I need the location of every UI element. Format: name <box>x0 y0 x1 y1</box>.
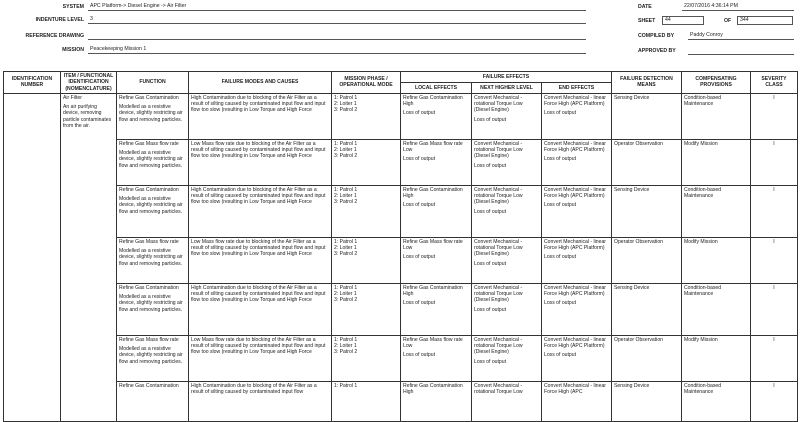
cell-compensating-provisions-text: Condition-based Maintenance <box>684 186 722 200</box>
col-compensating-provisions: COMPENSATING PROVISIONS <box>682 72 751 94</box>
cell-failure-mode <box>189 237 332 283</box>
cell-next-higher-level-text: Loss of output <box>474 306 507 313</box>
mission-phase-entry: 3: Patrol 2 <box>334 153 358 160</box>
cell-function-text: Refine Gas Mass flow rate <box>119 336 179 343</box>
approved-value <box>688 47 794 55</box>
compiled-value: Paddy Conroy <box>688 32 794 40</box>
system-label: SYSTEM <box>62 4 84 10</box>
cell-function <box>117 93 189 139</box>
cell-local-effects <box>401 93 472 139</box>
cell-compensating-provisions <box>682 185 751 237</box>
col-function: FUNCTION <box>117 72 189 94</box>
cell-local-effects-text: Loss of output <box>403 254 436 261</box>
col-end-effects: END EFFECTS <box>542 82 612 93</box>
indenture-value: 3 <box>88 16 586 24</box>
mission-phase-entry: 2: Loiter 1 <box>334 147 357 154</box>
fmea-table <box>3 71 798 422</box>
cell-function-text: Refine Gas Contamination <box>119 94 179 101</box>
mission-phase-entry: 2: Loiter 1 <box>334 245 357 252</box>
cell-compensating-provisions <box>682 335 751 381</box>
cell-local-effects <box>401 237 472 283</box>
cell-detection-means-text: Operator Observation <box>614 140 663 147</box>
cell-severity-class <box>751 139 798 185</box>
mission-phase-entry: 1: Patrol 1 <box>334 186 358 193</box>
table-row <box>4 185 798 237</box>
cell-mission-phase <box>332 283 401 335</box>
cell-local-effects-text: Refine Gas Mass flow rate Low <box>403 238 463 252</box>
cell-next-higher-level-text: Loss of output <box>474 358 507 365</box>
cell-function-text: Refine Gas Mass flow rate <box>119 140 179 147</box>
cell-function <box>117 237 189 283</box>
cell-next-higher-level-text: Convert Mechanical - rotational Torque Low (Diesel Engine) <box>474 140 523 160</box>
col-local-effects: LOCAL EFFECTS <box>401 82 472 93</box>
cell-next-higher-level <box>472 93 542 139</box>
cell-next-higher-level-text: Loss of output <box>474 162 507 169</box>
cell-local-effects <box>401 283 472 335</box>
cell-next-higher-level <box>472 335 542 381</box>
cell-next-higher-level-text: Convert Mechanical - rotational Torque Low (Diesel Engine) <box>474 336 523 356</box>
cell-failure-mode-text: High Contamination due to blocking of the Air Filter as a result of silting caused by contaminated input flow and input flow too slow (resulting in Low Torque and High Force <box>191 94 326 114</box>
col-failure-effects: FAILURE EFFECTS <box>401 72 612 83</box>
cell-end-effects-text: Loss of output <box>544 156 577 163</box>
cell-mission-phase <box>332 381 401 421</box>
cell-local-effects-text: Refine Gas Contamination High <box>403 284 463 298</box>
cell-identification-number <box>4 93 61 421</box>
cell-detection-means <box>612 335 682 381</box>
cell-compensating-provisions <box>682 139 751 185</box>
cell-function-text: Refine Gas Contamination <box>119 284 179 291</box>
cell-severity-class-text: I <box>773 140 775 147</box>
cell-local-effects <box>401 185 472 237</box>
col-detection-means: FAILURE DETECTION MEANS <box>612 72 682 94</box>
cell-severity-class <box>751 185 798 237</box>
mission-phase-entry: 2: Loiter 1 <box>334 343 357 350</box>
cell-detection-means-text: Sensing Device <box>614 284 650 291</box>
indenture-label: INDENTURE LEVEL <box>35 17 84 23</box>
cell-compensating-provisions-text: Modify Mission <box>684 140 718 147</box>
cell-function-text: Modelled as a resistive device, slightly restricting air flow and removing particles. <box>119 248 183 267</box>
cell-local-effects-text: Loss of output <box>403 352 436 359</box>
cell-local-effects-text: Refine Gas Contamination High <box>403 382 463 396</box>
cell-next-higher-level-text: Convert Mechanical - rotational Torque Low (Diesel Engine) <box>474 238 523 258</box>
date-label: DATE <box>638 4 652 10</box>
cell-failure-mode <box>189 283 332 335</box>
cell-local-effects-text: Refine Gas Contamination High <box>403 186 463 200</box>
cell-next-higher-level <box>472 139 542 185</box>
cell-function-text: Refine Gas Mass flow rate <box>119 238 179 245</box>
col-next-higher-level: NEXT HIGHER LEVEL <box>472 82 542 93</box>
cell-detection-means-text: Operator Observation <box>614 238 663 245</box>
col-severity-class: SEVERITY CLASS <box>751 72 798 94</box>
cell-function <box>117 335 189 381</box>
mission-phase-entry: 2: Loiter 1 <box>334 193 357 200</box>
cell-mission-phase <box>332 335 401 381</box>
mission-phase-entry: 1: Patrol 1 <box>334 238 358 245</box>
cell-compensating-provisions <box>682 93 751 139</box>
cell-function-text: Modelled as a resistive device, slightly restricting air flow and removing particles. <box>119 294 183 313</box>
table-row <box>4 335 798 381</box>
table-row <box>4 283 798 335</box>
col-item-identification: ITEM / FUNCTIONAL IDENTIFICATION (NOMENCLATURE) <box>61 72 117 94</box>
compiled-label: COMPILED BY <box>638 33 675 39</box>
cell-end-effects-text: Convert Mechanical - linear Force High (APC Platform) <box>544 238 607 252</box>
cell-function <box>117 185 189 237</box>
cell-end-effects <box>542 335 612 381</box>
cell-function <box>117 139 189 185</box>
cell-next-higher-level <box>472 237 542 283</box>
mission-phase-entry: 2: Loiter 1 <box>334 291 357 298</box>
cell-severity-class-text: I <box>773 186 775 193</box>
reference-value <box>88 32 586 40</box>
cell-end-effects-text: Convert Mechanical - linear Force High (APC <box>544 382 607 396</box>
cell-end-effects-text: Loss of output <box>544 254 577 261</box>
mission-phase-entry: 3: Patrol 2 <box>334 251 358 258</box>
cell-function <box>117 381 189 421</box>
cell-failure-mode <box>189 139 332 185</box>
cell-end-effects-text: Convert Mechanical - linear Force High (APC Platform) <box>544 186 607 200</box>
cell-severity-class <box>751 335 798 381</box>
mission-phase-entry: 3: Patrol 2 <box>334 297 358 304</box>
cell-failure-mode-text: High Contamination due to blocking of the Air Filter as a result of silting caused by contaminated input flow <box>191 382 317 396</box>
cell-next-higher-level <box>472 381 542 421</box>
cell-failure-mode-text: High Contamination due to blocking of the Air Filter as a result of silting caused by contaminated input flow and input flow too slow (resulting in Low Torque and High Force <box>191 284 326 304</box>
cell-detection-means <box>612 237 682 283</box>
table-row <box>4 93 798 139</box>
cell-mission-phase <box>332 237 401 283</box>
cell-local-effects-text: Refine Gas Mass flow rate Low <box>403 140 463 154</box>
cell-function-text: Modelled as a resistive device, slightly restricting air flow and removing particles. <box>119 346 183 365</box>
cell-compensating-provisions <box>682 283 751 335</box>
mission-phase-entry: 1: Patrol 1 <box>334 336 358 343</box>
cell-detection-means-text: Sensing Device <box>614 186 650 193</box>
cell-severity-class-text: I <box>773 336 775 343</box>
cell-mission-phase <box>332 185 401 237</box>
cell-end-effects-text: Convert Mechanical - linear Force High (APC Platform) <box>544 94 607 108</box>
col-mission-phase: MISSION PHASE / OPERATIONAL MODE <box>332 72 401 94</box>
cell-failure-mode-text: Low Mass flow rate due to blocking of the Air Filter as a result of silting caused by contaminated input flow and input flow too slow (resulting in Low Torque and High Force <box>191 336 326 356</box>
cell-next-higher-level <box>472 283 542 335</box>
cell-next-higher-level-text: Convert Mechanical - rotational Torque Low <box>474 382 523 396</box>
cell-failure-mode <box>189 93 332 139</box>
approved-label: APPROVED BY <box>638 48 676 54</box>
of-label: OF <box>724 18 732 24</box>
col-identification-number: IDENTIFICATION NUMBER <box>4 72 61 94</box>
cell-local-effects <box>401 335 472 381</box>
cell-function-text: Modelled as a resistive device, slightly restricting air flow and removing particles. <box>119 104 183 123</box>
mission-phase-entry: 3: Patrol 2 <box>334 107 358 114</box>
table-row <box>4 381 798 421</box>
table-header-row <box>4 72 798 83</box>
cell-failure-mode <box>189 185 332 237</box>
sheet-label: SHEET <box>638 18 656 24</box>
of-value: 344 <box>737 16 793 25</box>
cell-severity-class-text: I <box>773 382 775 389</box>
cell-local-effects-text: Refine Gas Mass flow rate Low <box>403 336 463 350</box>
cell-end-effects <box>542 139 612 185</box>
cell-next-higher-level-text: Loss of output <box>474 116 507 123</box>
cell-local-effects-text: Loss of output <box>403 202 436 209</box>
cell-detection-means-text: Sensing Device <box>614 94 650 101</box>
cell-end-effects-text: Loss of output <box>544 202 577 209</box>
cell-local-effects-text: Refine Gas Contamination High <box>403 94 463 108</box>
cell-detection-means-text: Operator Observation <box>614 336 663 343</box>
cell-mission-phase <box>332 93 401 139</box>
table-row <box>4 139 798 185</box>
cell-end-effects <box>542 93 612 139</box>
cell-detection-means <box>612 381 682 421</box>
cell-end-effects <box>542 283 612 335</box>
mission-phase-entry: 1: Patrol 1 <box>334 284 358 291</box>
cell-detection-means <box>612 93 682 139</box>
cell-mission-phase <box>332 139 401 185</box>
cell-next-higher-level-text: Loss of output <box>474 260 507 267</box>
system-value: APC Platform-> Diesel Engine -> Air Filter <box>88 3 586 11</box>
cell-next-higher-level-text: Convert Mechanical - rotational Torque Low (Diesel Engine) <box>474 284 523 304</box>
mission-phase-entry: 3: Patrol 2 <box>334 199 358 206</box>
cell-item-identification-text: Air Filter <box>63 94 82 101</box>
cell-severity-class-text: I <box>773 284 775 291</box>
cell-end-effects-text: Loss of output <box>544 352 577 359</box>
date-value: 22/07/2016 4:36:14 PM <box>682 3 794 11</box>
mission-phase-entry: 1: Patrol 1 <box>334 94 358 101</box>
cell-compensating-provisions-text: Condition-based Maintenance <box>684 94 722 108</box>
cell-function-text: Modelled as a resistive device, slightly restricting air flow and removing particles. <box>119 150 183 169</box>
cell-compensating-provisions <box>682 381 751 421</box>
cell-failure-mode-text: High Contamination due to blocking of the Air Filter as a result of silting caused by contaminated input flow and input flow too slow (resulting in Low Torque and High Force <box>191 186 326 206</box>
reference-label: REFERENCE DRAWING <box>25 33 84 39</box>
cell-compensating-provisions-text: Modify Mission <box>684 238 718 245</box>
cell-compensating-provisions-text: Condition-based Maintenance <box>684 382 722 396</box>
cell-compensating-provisions <box>682 237 751 283</box>
cell-failure-mode-text: Low Mass flow rate due to blocking of the Air Filter as a result of silting caused by contaminated input flow and input flow too slow (resulting in Low Torque and High Force <box>191 140 326 160</box>
cell-local-effects <box>401 139 472 185</box>
cell-local-effects-text: Loss of output <box>403 110 436 117</box>
cell-end-effects <box>542 237 612 283</box>
cell-end-effects <box>542 185 612 237</box>
mission-phase-entry: 1: Patrol 1 <box>334 382 358 389</box>
cell-failure-mode-text: Low Mass flow rate due to blocking of the Air Filter as a result of silting caused by contaminated input flow and input flow too slow (resulting in Low Torque and High Force <box>191 238 326 258</box>
cell-failure-mode <box>189 381 332 421</box>
cell-compensating-provisions-text: Condition-based Maintenance <box>684 284 722 298</box>
cell-severity-class <box>751 381 798 421</box>
cell-item-identification <box>61 93 117 421</box>
cell-detection-means <box>612 283 682 335</box>
cell-detection-means <box>612 185 682 237</box>
cell-end-effects-text: Loss of output <box>544 110 577 117</box>
cell-item-identification-text: An air purifying device, removing particle contaminates from the air. <box>63 104 112 130</box>
cell-local-effects <box>401 381 472 421</box>
mission-label: MISSION <box>62 47 84 53</box>
cell-end-effects <box>542 381 612 421</box>
cell-detection-means-text: Sensing Device <box>614 382 650 389</box>
cell-failure-mode <box>189 335 332 381</box>
cell-function-text: Refine Gas Contamination <box>119 186 179 193</box>
cell-local-effects-text: Loss of output <box>403 156 436 163</box>
cell-function <box>117 283 189 335</box>
cell-severity-class-text: I <box>773 238 775 245</box>
cell-local-effects-text: Loss of output <box>403 300 436 307</box>
cell-next-higher-level-text: Convert Mechanical - rotational Torque Low (Diesel Engine) <box>474 94 523 114</box>
cell-function-text: Refine Gas Contamination <box>119 382 179 389</box>
col-failure-modes: FAILURE MODES AND CAUSES <box>189 72 332 94</box>
cell-end-effects-text: Convert Mechanical - linear Force High (APC Platform) <box>544 284 607 298</box>
cell-severity-class-text: I <box>773 94 775 101</box>
sheet-value: 44 <box>662 16 704 25</box>
cell-severity-class <box>751 283 798 335</box>
cell-function-text: Modelled as a resistive device, slightly restricting air flow and removing particles. <box>119 196 183 215</box>
cell-compensating-provisions-text: Modify Mission <box>684 336 718 343</box>
cell-end-effects-text: Loss of output <box>544 300 577 307</box>
cell-end-effects-text: Convert Mechanical - linear Force High (APC Platform) <box>544 336 607 350</box>
mission-phase-entry: 2: Loiter 1 <box>334 101 357 108</box>
cell-severity-class <box>751 237 798 283</box>
mission-phase-entry: 3: Patrol 2 <box>334 349 358 356</box>
cell-end-effects-text: Convert Mechanical - linear Force High (APC Platform) <box>544 140 607 154</box>
mission-phase-entry: 1: Patrol 1 <box>334 140 358 147</box>
table-row <box>4 237 798 283</box>
cell-detection-means <box>612 139 682 185</box>
mission-value: Peacekeeping Mission 1 <box>88 46 586 54</box>
cell-next-higher-level <box>472 185 542 237</box>
cell-next-higher-level-text: Convert Mechanical - rotational Torque Low (Diesel Engine) <box>474 186 523 206</box>
cell-next-higher-level-text: Loss of output <box>474 208 507 215</box>
cell-severity-class <box>751 93 798 139</box>
